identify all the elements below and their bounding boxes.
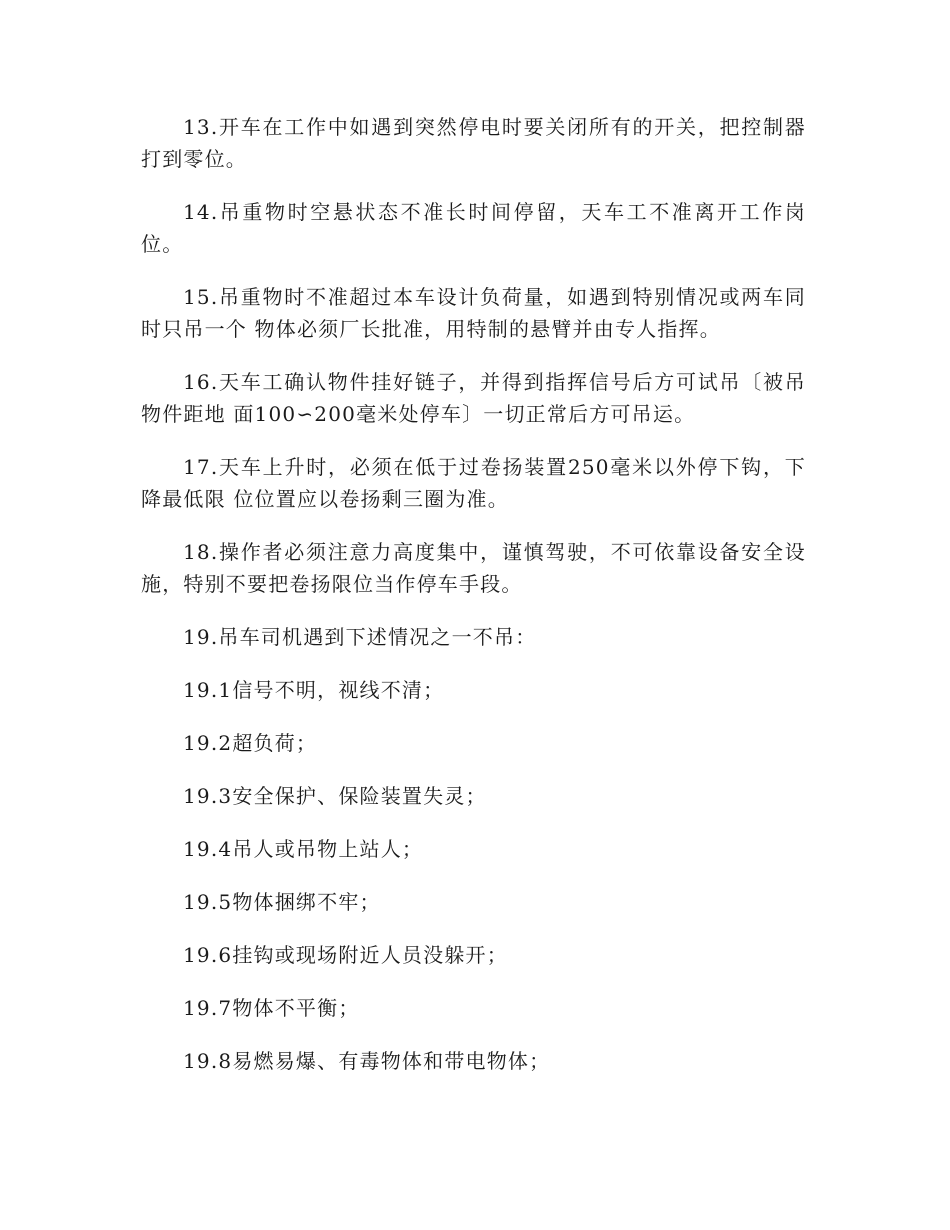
paragraph-13: 13.开车在工作中如遇到突然停电时要关闭所有的开关，把控制器打到零位。 — [141, 115, 806, 171]
list-item-19-5: 19.5物体捆绑不牢； — [183, 890, 381, 914]
list-item-19-6: 19.6挂钩或现场附近人员没躲开； — [183, 943, 508, 967]
list-item-19-1: 19.1信号不明，视线不清； — [183, 678, 445, 702]
document-body — [141, 111, 806, 1098]
list-item-19-2: 19.2超负荷； — [183, 731, 318, 755]
paragraph-17: 17.天车上升时，必须在低于过卷扬装置250毫米以外停下钩，下降最低限 位位置应以卷扬剩三圈为准。 — [141, 455, 806, 511]
list-item-19-7: 19.7物体不平衡； — [183, 996, 360, 1020]
list-item-19-4: 19.4吊人或吊物上站人； — [183, 837, 424, 861]
paragraph-18: 18.操作者必须注意力高度集中，谨慎驾驶，不可依靠设备安全设施，特别不要把卷扬限位当作停车手段。 — [141, 540, 806, 596]
list-item-19-8: 19.8易燃易爆、有毒物体和带电物体； — [183, 1049, 551, 1073]
paragraph-16: 16.天车工确认物件挂好链子，并得到指挥信号后方可试吊〔被吊物件距地 面100∽200毫米处停车〕一切正常后方可吊运。 — [141, 370, 806, 426]
list-item-19-3: 19.3安全保护、保险装置失灵； — [183, 784, 487, 808]
paragraph-19: 19.吊车司机遇到下述情况之一不吊： — [183, 625, 537, 649]
paragraph-15: 15.吊重物时不准超过本车设计负荷量，如遇到特别情况或两车同时只吊一个 物体必须厂长批准，用特制的悬臂并由专人指挥。 — [141, 285, 806, 341]
paragraph-14: 14.吊重物时空悬状态不准长时间停留，天车工不准离开工作岗位。 — [141, 200, 806, 256]
